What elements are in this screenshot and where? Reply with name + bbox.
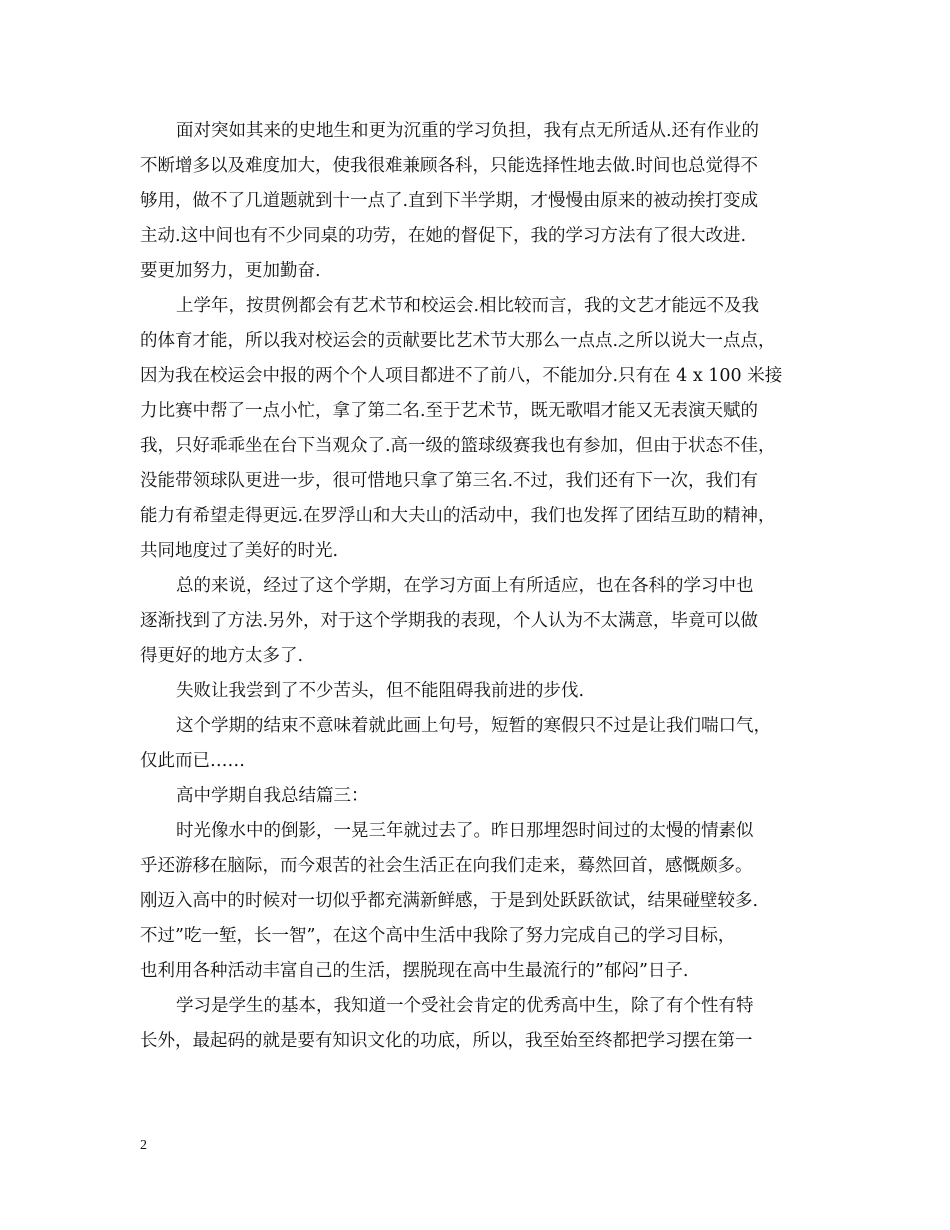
text-line: 上学年，按贯例都会有艺术节和校运会.相比较而言，我的文艺才能远不及我 bbox=[176, 296, 760, 316]
text-line: 共同地度过了美好的时光. bbox=[140, 541, 339, 561]
text-line: 这个学期的结束不意味着就此画上句号，短暂的寒假只不过是让我们喘口气， bbox=[176, 716, 771, 736]
text-line: 乎还游移在脑际，而今艰苦的社会生活正在向我们走来，蓦然回首，感慨颇多。 bbox=[140, 856, 753, 876]
text-line: 仅此而已…… bbox=[140, 751, 245, 771]
text-line: 的体育才能，所以我对校运会的贡献要比艺术节大那么一点点.之所以说大一点点， bbox=[140, 331, 776, 351]
text-line: 不断增多以及难度加大，使我很难兼顾各科，只能选择性地去做.时间也总觉得不 bbox=[140, 156, 759, 176]
text-line: 时光像水中的倒影，一晃三年就过去了。昨日那埋怨时间过的太慢的情素似 bbox=[176, 821, 754, 841]
text-line: 够用，做不了几道题就到十一点了.直到下半学期，才慢慢由原来的被动挨打变成 bbox=[140, 191, 759, 211]
text-line: 我，只好乖乖坐在台下当观众了.高一级的篮球级赛我也有参加，但由于状态不佳， bbox=[140, 436, 776, 456]
text-line: 也利用各种活动丰富自己的生活，摆脱现在高中生最流行的”郁闷”日子. bbox=[140, 961, 689, 981]
text-line: 因为我在校运会中报的两个个人项目都进不了前八，不能加分.只有在 4 x 100 米接 bbox=[140, 366, 783, 386]
text-line: 学习是学生的基本，我知道一个受社会肯定的优秀高中生，除了有个性有特 bbox=[176, 996, 754, 1016]
page-number: 2 bbox=[140, 1138, 147, 1153]
text-line: 长外，最起码的就是要有知识文化的功底，所以，我至始至终都把学习摆在第一 bbox=[140, 1031, 753, 1051]
text-line: 力比赛中帮了一点小忙，拿了第二名.至于艺术节，既无歌唱才能又无表演天赋的 bbox=[140, 401, 759, 421]
text-line: 能力有希望走得更远.在罗浮山和大夫山的活动中，我们也发挥了团结互助的精神， bbox=[140, 506, 776, 526]
text-line: 刚迈入高中的时候对一切似乎都充满新鲜感，于是到处跃跃欲试，结果碰壁较多. bbox=[140, 891, 759, 911]
text-line: 得更好的地方太多了. bbox=[140, 646, 304, 666]
text-line: 总的来说，经过了这个学期，在学习方面上有所适应，也在各科的学习中也 bbox=[176, 576, 754, 596]
text-line: 不过”吃一堑，长一智”，在这个高中生活中我除了努力完成自己的学习目标， bbox=[140, 926, 736, 946]
text-line: 主动.这中间也有不少同桌的功劳，在她的督促下，我的学习方法有了很大改进. bbox=[140, 226, 747, 246]
text-line: 失败让我尝到了不少苦头，但不能阻碍我前进的步伐. bbox=[176, 681, 585, 701]
text-line: 逐渐找到了方法.另外，对于这个学期我的表现，个人认为不太满意，毕竟可以做 bbox=[140, 611, 759, 631]
text-line: 面对突如其来的史地生和更为沉重的学习负担，我有点无所适从.还有作业的 bbox=[176, 121, 760, 141]
body-text bbox=[140, 114, 820, 1059]
text-line: 高中学期自我总结篇三： bbox=[176, 786, 369, 806]
text-line: 要更加努力，更加勤奋. bbox=[140, 261, 321, 281]
text-line: 没能带领球队更进一步，很可惜地只拿了第三名.不过，我们还有下一次，我们有 bbox=[140, 471, 759, 491]
